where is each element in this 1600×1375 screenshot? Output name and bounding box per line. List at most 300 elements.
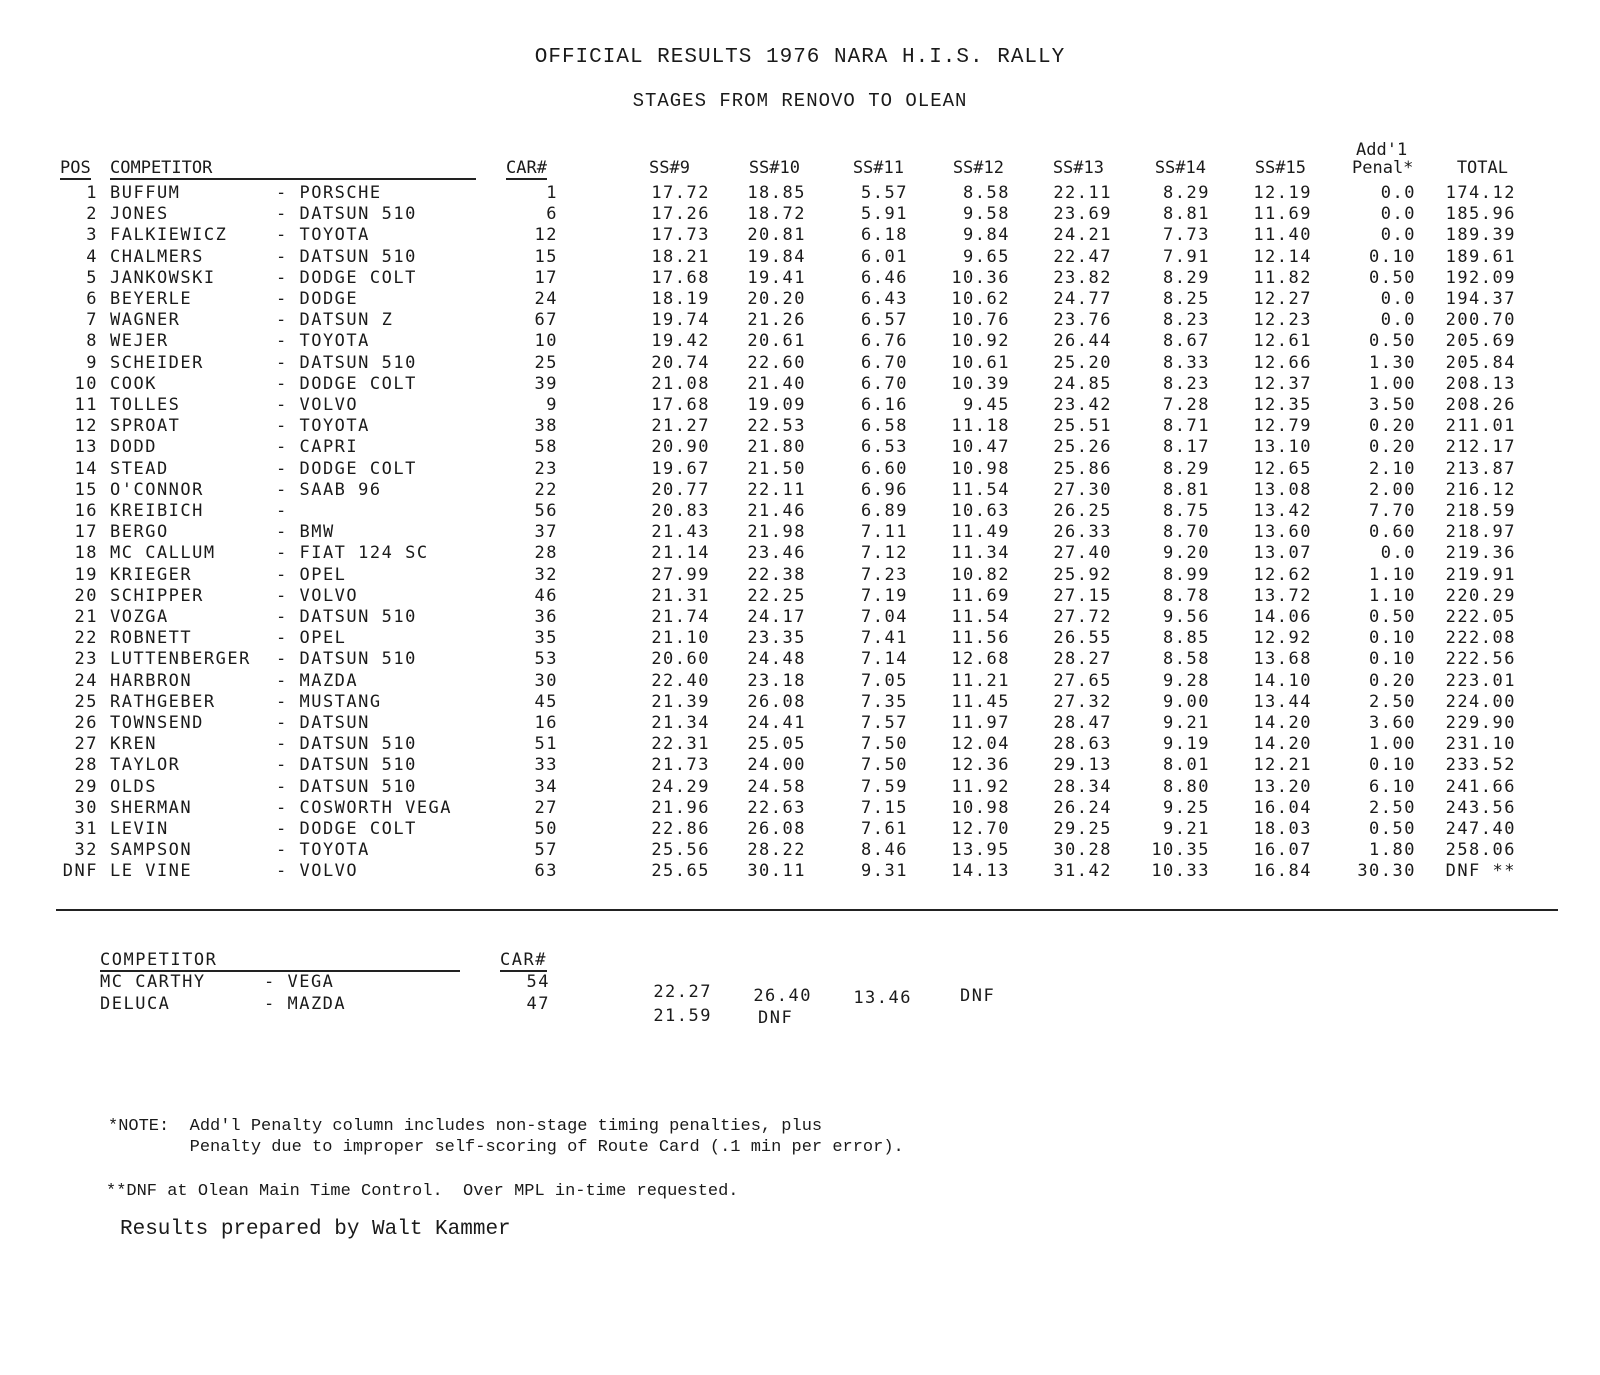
cell-make: - DODGE COLT	[276, 373, 417, 394]
cell-ss12: 10.76	[951, 310, 1010, 331]
cell-ss14: 10.35	[1151, 840, 1210, 861]
cell-ss10: 22.63	[747, 797, 806, 818]
cell-ss13: 22.11	[1053, 183, 1112, 203]
cell-pos: 21	[74, 607, 98, 627]
cell-total: 224.00	[1445, 691, 1516, 712]
cell-total: 185.96	[1445, 204, 1516, 225]
cell-ss13: 29.25	[1053, 819, 1112, 839]
cell-competitor: KREN	[110, 734, 157, 755]
note-penalty-line1: *NOTE: Add'l Penalty column includes non-stage timing penalties, plus	[108, 1117, 823, 1136]
dnf-cell-make: - MAZDA	[264, 994, 347, 1014]
cell-ss11: 6.89	[861, 501, 908, 521]
cell-ss10: 23.46	[747, 543, 806, 564]
col-header-car: CAR#	[506, 158, 547, 178]
cell-ss15: 14.20	[1253, 734, 1312, 755]
cell-ss15: 13.72	[1253, 585, 1312, 606]
cell-ss12: 11.54	[951, 479, 1010, 500]
cell-competitor: SPROAT	[110, 416, 181, 437]
cell-ss14: 8.81	[1163, 204, 1210, 225]
cell-pos: 16	[74, 501, 98, 521]
cell-make: - SAAB 96	[276, 479, 382, 500]
cell-penalty: 3.60	[1369, 713, 1416, 733]
cell-total: 258.06	[1445, 840, 1516, 861]
cell-competitor: ROBNETT	[110, 628, 193, 649]
cell-make: -	[276, 501, 288, 521]
cell-ss12: 14.13	[951, 861, 1010, 882]
cell-ss10: 23.35	[747, 628, 806, 649]
cell-total: 243.56	[1445, 797, 1516, 818]
cell-ss14: 8.70	[1163, 522, 1210, 543]
cell-car: 38	[534, 416, 558, 437]
cell-pos: 23	[74, 649, 98, 670]
cell-car: 35	[534, 628, 558, 649]
col-header-penal: Penal*	[1352, 158, 1414, 178]
cell-pos: 24	[74, 670, 98, 691]
cell-pos: 25	[74, 691, 98, 712]
cell-pos: 17	[74, 522, 98, 543]
cell-make: - DATSUN	[276, 713, 370, 733]
cell-total: 216.12	[1445, 479, 1516, 500]
cell-ss9: 17.68	[651, 395, 710, 415]
cell-car: 51	[534, 734, 558, 755]
col-header-ss10: SS#10	[748, 158, 800, 178]
cell-car: 33	[534, 755, 558, 776]
cell-competitor: WEJER	[110, 331, 169, 352]
cell-ss14: 8.33	[1163, 352, 1210, 373]
cell-penalty: 3.50	[1369, 395, 1416, 415]
cell-ss12: 10.98	[951, 797, 1010, 818]
cell-pos: DNF	[62, 861, 98, 882]
table-row	[0, 607, 1600, 628]
cell-ss10: 26.08	[747, 691, 806, 712]
cell-ss11: 7.41	[861, 628, 908, 649]
cell-make: - DATSUN 510	[276, 776, 417, 797]
cell-ss10: 21.26	[747, 310, 806, 331]
cell-car: 56	[534, 501, 558, 521]
cell-make: - DATSUN 510	[276, 352, 417, 373]
cell-ss10: 18.85	[747, 183, 806, 203]
cell-car: 53	[534, 649, 558, 670]
cell-car: 27	[534, 797, 558, 818]
table-row	[0, 310, 1600, 331]
cell-pos: 32	[74, 840, 98, 861]
cell-ss9: 20.90	[651, 437, 710, 458]
cell-ss14: 8.29	[1163, 267, 1210, 288]
cell-ss12: 10.92	[951, 331, 1010, 352]
cell-total: 241.66	[1445, 776, 1516, 797]
table-row	[0, 331, 1600, 352]
cell-ss11: 6.43	[861, 289, 908, 309]
cell-competitor: TAYLOR	[110, 755, 181, 776]
cell-ss10: 22.60	[747, 352, 806, 373]
cell-ss15: 14.06	[1253, 607, 1312, 627]
cell-car: 23	[534, 458, 558, 479]
cell-make: - VOLVO	[276, 585, 359, 606]
cell-ss13: 25.20	[1053, 352, 1112, 373]
cell-total: 192.09	[1445, 267, 1516, 288]
cell-pos: 14	[74, 458, 98, 479]
cell-ss9: 19.74	[651, 310, 710, 331]
cell-ss13: 24.21	[1053, 225, 1112, 246]
cell-ss11: 6.70	[861, 352, 908, 373]
cell-penalty: 0.50	[1369, 331, 1416, 352]
cell-make: - DODGE COLT	[276, 819, 417, 839]
cell-ss13: 26.33	[1053, 522, 1112, 543]
cell-ss11: 7.50	[861, 734, 908, 755]
cell-ss10: 18.72	[747, 204, 806, 225]
cell-ss10: 22.38	[747, 564, 806, 585]
cell-ss12: 10.47	[951, 437, 1010, 458]
cell-ss14: 7.73	[1163, 225, 1210, 246]
cell-ss12: 9.58	[963, 204, 1010, 225]
table-divider	[56, 909, 1558, 911]
cell-ss10: 24.41	[747, 713, 806, 733]
cell-competitor: JANKOWSKI	[110, 267, 216, 288]
cell-car: 16	[534, 713, 558, 733]
cell-ss15: 13.60	[1253, 522, 1312, 543]
cell-ss12: 9.65	[963, 246, 1010, 267]
cell-ss14: 8.99	[1163, 564, 1210, 585]
table-row	[0, 225, 1600, 246]
dnf-cell-competitor: DELUCA	[100, 994, 171, 1014]
cell-ss15: 12.35	[1253, 395, 1312, 415]
cell-ss9: 20.74	[651, 352, 710, 373]
cell-ss9: 17.68	[651, 267, 710, 288]
table-row	[0, 565, 1600, 586]
cell-ss14: 9.25	[1163, 797, 1210, 818]
cell-ss11: 7.12	[861, 543, 908, 564]
cell-ss13: 23.76	[1053, 310, 1112, 331]
cell-car: 58	[534, 437, 558, 458]
dnf-col-header-competitor: COMPETITOR	[100, 950, 460, 972]
cell-ss11: 5.57	[861, 183, 908, 203]
cell-competitor: SAMPSON	[110, 840, 193, 861]
cell-ss12: 11.54	[951, 607, 1010, 627]
cell-ss14: 9.21	[1163, 819, 1210, 839]
cell-competitor: SCHEIDER	[110, 352, 204, 373]
cell-ss11: 7.04	[861, 607, 908, 627]
dnf-cell-make: - VEGA	[264, 972, 335, 992]
cell-make: - MAZDA	[276, 670, 359, 691]
cell-car: 6	[546, 204, 558, 225]
cell-ss15: 12.79	[1253, 416, 1312, 437]
cell-ss11: 6.96	[861, 479, 908, 500]
cell-total: 218.97	[1445, 522, 1516, 543]
col-header-ss14: SS#14	[1154, 158, 1206, 178]
cell-competitor: COOK	[110, 373, 157, 394]
table-row	[0, 671, 1600, 692]
cell-total: 222.08	[1445, 628, 1516, 649]
cell-ss12: 10.62	[951, 289, 1010, 309]
cell-car: 10	[534, 331, 558, 352]
cell-make: - COSWORTH VEGA	[276, 797, 453, 818]
cell-ss12: 10.61	[951, 352, 1010, 373]
note-dnf: **DNF at Olean Main Time Control. Over MPL in-time requested.	[106, 1182, 739, 1201]
cell-ss14: 8.29	[1163, 183, 1210, 203]
cell-pos: 28	[74, 755, 98, 776]
cell-pos: 26	[74, 713, 98, 733]
cell-ss15: 16.04	[1253, 797, 1312, 818]
cell-total: 222.56	[1445, 649, 1516, 670]
cell-ss9: 21.73	[651, 755, 710, 776]
cell-ss11: 6.60	[861, 458, 908, 479]
cell-competitor: OLDS	[110, 776, 157, 797]
cell-pos: 10	[74, 373, 98, 394]
cell-ss12: 12.70	[951, 819, 1010, 839]
cell-ss9: 22.40	[651, 670, 710, 691]
cell-ss12: 11.92	[951, 776, 1010, 797]
cell-ss13: 27.30	[1053, 479, 1112, 500]
cell-ss13: 25.51	[1053, 416, 1112, 437]
table-row	[0, 692, 1600, 713]
cell-penalty: 1.30	[1369, 352, 1416, 373]
cell-ss13: 28.27	[1053, 649, 1112, 670]
cell-ss13: 26.25	[1053, 501, 1112, 521]
cell-ss13: 26.24	[1053, 797, 1112, 818]
cell-ss9: 21.31	[651, 585, 710, 606]
cell-ss13: 27.32	[1053, 691, 1112, 712]
cell-ss9: 19.67	[651, 458, 710, 479]
cell-ss11: 7.11	[861, 522, 908, 543]
cell-ss13: 29.13	[1053, 755, 1112, 776]
cell-pos: 12	[74, 416, 98, 437]
cell-ss12: 10.39	[951, 373, 1010, 394]
table-row	[0, 861, 1600, 882]
cell-total: 211.01	[1445, 416, 1516, 437]
cell-penalty: 0.10	[1369, 755, 1416, 776]
dnf-cell-car: 54	[526, 972, 550, 992]
cell-ss15: 13.20	[1253, 776, 1312, 797]
cell-penalty: 0.0	[1380, 225, 1416, 246]
cell-ss12: 11.56	[951, 628, 1010, 649]
cell-competitor: LE VINE	[110, 861, 193, 882]
cell-ss11: 7.19	[861, 585, 908, 606]
cell-ss11: 6.57	[861, 310, 908, 331]
table-row	[0, 459, 1600, 480]
cell-penalty: 1.10	[1369, 585, 1416, 606]
cell-total: 205.84	[1445, 352, 1516, 373]
cell-ss12: 9.84	[963, 225, 1010, 246]
cell-car: 50	[534, 819, 558, 839]
table-row	[0, 819, 1600, 840]
cell-make: - TOYOTA	[276, 225, 370, 246]
cell-pos: 20	[74, 585, 98, 606]
cell-ss14: 8.81	[1163, 479, 1210, 500]
cell-pos: 27	[74, 734, 98, 755]
cell-ss10: 23.18	[747, 670, 806, 691]
cell-car: 24	[534, 289, 558, 309]
cell-car: 63	[534, 861, 558, 882]
cell-ss10: 24.48	[747, 649, 806, 670]
cell-ss15: 13.44	[1253, 691, 1312, 712]
cell-pos: 29	[74, 776, 98, 797]
col-header-total: TOTAL	[1456, 158, 1508, 178]
cell-make: - DATSUN 510	[276, 734, 417, 755]
cell-ss15: 11.82	[1253, 267, 1312, 288]
cell-competitor: STEAD	[110, 458, 169, 479]
cell-ss13: 26.55	[1053, 628, 1112, 649]
document-title: OFFICIAL RESULTS 1976 NARA H.I.S. RALLY	[534, 46, 1066, 69]
cell-pos: 5	[86, 267, 98, 288]
cell-car: 15	[534, 246, 558, 267]
cell-make: - BMW	[276, 522, 335, 543]
cell-make: - DATSUN 510	[276, 755, 417, 776]
table-row	[0, 777, 1600, 798]
cell-ss14: 8.23	[1163, 373, 1210, 394]
cell-ss14: 8.23	[1163, 310, 1210, 331]
cell-ss13: 27.15	[1053, 585, 1112, 606]
cell-ss13: 23.82	[1053, 267, 1112, 288]
cell-ss9: 19.42	[651, 331, 710, 352]
table-row	[0, 437, 1600, 458]
cell-ss12: 11.69	[951, 585, 1010, 606]
cell-car: 9	[546, 395, 558, 415]
cell-make: - DATSUN 510	[276, 246, 417, 267]
cell-pos: 15	[74, 479, 98, 500]
cell-ss14: 8.29	[1163, 458, 1210, 479]
cell-pos: 9	[86, 352, 98, 373]
cell-ss14: 8.75	[1163, 501, 1210, 521]
cell-ss9: 21.39	[651, 691, 710, 712]
table-row	[0, 353, 1600, 374]
cell-competitor: SHERMAN	[110, 797, 193, 818]
cell-car: 28	[534, 543, 558, 564]
cell-penalty: 0.50	[1369, 819, 1416, 839]
cell-ss11: 6.70	[861, 373, 908, 394]
table-row	[0, 247, 1600, 268]
cell-make: - DATSUN 510	[276, 607, 417, 627]
cell-car: 22	[534, 479, 558, 500]
cell-ss12: 10.98	[951, 458, 1010, 479]
cell-ss12: 13.95	[951, 840, 1010, 861]
cell-ss9: 21.43	[651, 522, 710, 543]
cell-competitor: LUTTENBERGER	[110, 649, 251, 670]
cell-ss15: 12.23	[1253, 310, 1312, 331]
cell-ss9: 21.14	[651, 543, 710, 564]
dnf-cell-ss12: DNF	[960, 986, 996, 1006]
cell-ss9: 17.72	[651, 183, 710, 203]
cell-ss14: 8.85	[1163, 628, 1210, 649]
cell-ss9: 21.74	[651, 607, 710, 627]
dnf-cell-competitor: MC CARTHY	[100, 972, 206, 992]
cell-total: 231.10	[1445, 734, 1516, 755]
cell-total: 219.36	[1445, 543, 1516, 564]
cell-ss9: 18.21	[651, 246, 710, 267]
cell-ss10: 25.05	[747, 734, 806, 755]
cell-car: 37	[534, 522, 558, 543]
cell-pos: 6	[86, 289, 98, 309]
cell-penalty: 0.0	[1380, 543, 1416, 564]
dnf-cell-ss11: 13.46	[853, 988, 912, 1008]
cell-ss15: 12.27	[1253, 289, 1312, 309]
cell-total: 200.70	[1445, 310, 1516, 331]
cell-ss11: 6.16	[861, 395, 908, 415]
cell-ss12: 10.36	[951, 267, 1010, 288]
cell-ss9: 21.10	[651, 628, 710, 649]
cell-ss15: 12.65	[1253, 458, 1312, 479]
cell-ss12: 11.97	[951, 713, 1010, 733]
cell-competitor: SCHIPPER	[110, 585, 204, 606]
cell-ss9: 21.27	[651, 416, 710, 437]
cell-ss10: 24.58	[747, 776, 806, 797]
cell-ss11: 7.57	[861, 713, 908, 733]
cell-total: 220.29	[1445, 585, 1516, 606]
cell-competitor: BEYERLE	[110, 289, 193, 309]
cell-penalty: 0.50	[1369, 607, 1416, 627]
cell-competitor: VOZGA	[110, 607, 169, 627]
cell-make: - DATSUN Z	[276, 310, 394, 331]
cell-ss15: 12.37	[1253, 373, 1312, 394]
dnf-cell-ss9: 22.27	[653, 982, 712, 1002]
cell-ss13: 24.85	[1053, 373, 1112, 394]
cell-ss10: 22.11	[747, 479, 806, 500]
cell-competitor: JONES	[110, 204, 169, 225]
cell-ss10: 21.46	[747, 501, 806, 521]
cell-ss13: 22.47	[1053, 246, 1112, 267]
cell-penalty: 1.00	[1369, 373, 1416, 394]
dnf-cell-ss10: DNF	[758, 1008, 794, 1028]
cell-ss9: 21.34	[651, 713, 710, 733]
cell-penalty: 2.00	[1369, 479, 1416, 500]
cell-ss11: 9.31	[861, 861, 908, 882]
cell-penalty: 0.10	[1369, 649, 1416, 670]
cell-competitor: KRIEGER	[110, 564, 193, 585]
cell-ss11: 7.59	[861, 776, 908, 797]
cell-car: 12	[534, 225, 558, 246]
cell-ss13: 31.42	[1053, 861, 1112, 882]
cell-ss12: 11.34	[951, 543, 1010, 564]
cell-penalty: 0.20	[1369, 416, 1416, 437]
cell-pos: 7	[86, 310, 98, 331]
cell-ss10: 19.84	[747, 246, 806, 267]
table-row	[0, 755, 1600, 776]
cell-competitor: HARBRON	[110, 670, 193, 691]
cell-ss9: 18.19	[651, 289, 710, 309]
cell-ss9: 25.65	[651, 861, 710, 882]
table-row	[0, 734, 1600, 755]
table-row	[0, 204, 1600, 225]
cell-ss11: 6.76	[861, 331, 908, 352]
col-header-ss12: SS#12	[952, 158, 1004, 178]
cell-ss10: 21.40	[747, 373, 806, 394]
cell-ss11: 7.14	[861, 649, 908, 670]
cell-ss14: 9.56	[1163, 607, 1210, 627]
cell-competitor: TOWNSEND	[110, 713, 204, 733]
cell-ss10: 21.80	[747, 437, 806, 458]
dnf-cell-car: 47	[526, 994, 550, 1014]
table-row	[0, 649, 1600, 670]
cell-ss12: 11.18	[951, 416, 1010, 437]
cell-ss12: 11.21	[951, 670, 1010, 691]
cell-penalty: 0.0	[1380, 289, 1416, 309]
cell-make: - DATSUN 510	[276, 204, 417, 225]
cell-total: 223.01	[1445, 670, 1516, 691]
cell-ss11: 8.46	[861, 840, 908, 861]
cell-total: 208.26	[1445, 395, 1516, 415]
cell-ss10: 30.11	[747, 861, 806, 882]
cell-ss15: 18.03	[1253, 819, 1312, 839]
cell-make: - PORSCHE	[276, 183, 382, 203]
cell-ss13: 28.34	[1053, 776, 1112, 797]
cell-total: 247.40	[1445, 819, 1516, 839]
table-row	[0, 713, 1600, 734]
cell-competitor: BUFFUM	[110, 183, 181, 203]
cell-ss15: 12.66	[1253, 352, 1312, 373]
col-header-ss9: SS#9	[649, 158, 690, 178]
cell-ss11: 7.61	[861, 819, 908, 839]
cell-ss9: 25.56	[651, 840, 710, 861]
cell-ss15: 13.42	[1253, 501, 1312, 521]
